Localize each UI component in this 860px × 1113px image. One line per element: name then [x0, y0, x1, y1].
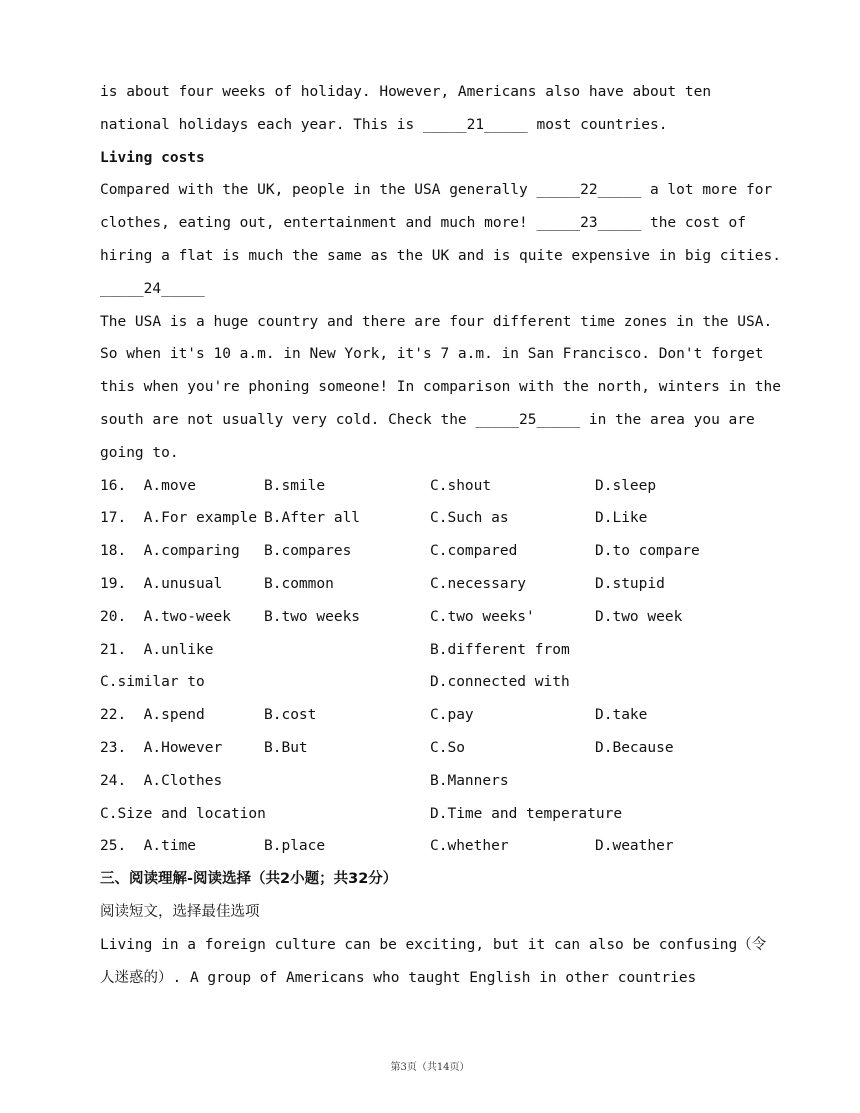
- question-21: [100, 634, 780, 667]
- option-a: 21. A.unlike: [100, 641, 214, 658]
- option-b: B.common: [264, 575, 334, 592]
- option-c: C.necessary: [430, 575, 527, 592]
- option-a: 16. A.move: [100, 477, 197, 494]
- question-20: [100, 601, 780, 634]
- section-instruction: 阅读短文，选择最佳选项: [100, 903, 260, 920]
- option-d: D.Because: [595, 739, 674, 756]
- option-d: D.sleep: [595, 477, 657, 494]
- question-22: [100, 699, 780, 732]
- passage-line: south are not usually very cold. Check the _____25_____ in the area you are: [100, 411, 755, 428]
- question-24: [100, 765, 780, 798]
- option-a: 25. A.time: [100, 838, 197, 855]
- passage-line: 人迷惑的）. A group of Americans who taught English in other countries: [100, 969, 697, 986]
- passage-line: _____24_____: [100, 280, 205, 297]
- option-b: B.two weeks: [264, 608, 361, 625]
- option-d: D.weather: [595, 838, 674, 855]
- passage-line: The USA is a huge country and there are four different time zones in the USA.: [100, 313, 773, 330]
- option-a: 19. A.unusual: [100, 575, 223, 592]
- option-c: C.Size and location: [100, 805, 266, 822]
- option-b: B.But: [264, 739, 308, 756]
- option-d: D.to compare: [595, 543, 700, 560]
- option-d: D.stupid: [595, 575, 665, 592]
- section-subheading: Living costs: [100, 149, 205, 166]
- option-a: 23. A.However: [100, 739, 223, 756]
- passage-line: going to.: [100, 444, 179, 461]
- question-17: [100, 502, 780, 535]
- question-24-cont: [100, 798, 780, 831]
- option-b: B.After all: [264, 510, 361, 527]
- option-c: C.similar to: [100, 674, 205, 691]
- document-content: [100, 76, 780, 994]
- option-b: B.Manners: [430, 772, 509, 789]
- option-c: C.shout: [430, 477, 492, 494]
- option-c: C.pay: [430, 707, 474, 724]
- passage-line: So when it's 10 a.m. in New York, it's 7 a.m. in San Francisco. Don't forget: [100, 346, 764, 363]
- passage-line: national holidays each year. This is _____21_____ most countries.: [100, 116, 668, 133]
- option-a: 20. A.two-week: [100, 608, 231, 625]
- option-d: D.connected with: [430, 674, 570, 691]
- option-b: B.cost: [264, 707, 317, 724]
- page-footer: 第3页（共14页）: [390, 1062, 470, 1073]
- question-16: [100, 470, 780, 503]
- passage-line: hiring a flat is much the same as the UK and is quite expensive in big cities.: [100, 247, 781, 264]
- option-d: D.Time and temperature: [430, 805, 623, 822]
- passage-line: clothes, eating out, entertainment and much more! _____23_____ the cost of: [100, 215, 747, 232]
- question-25: [100, 830, 780, 863]
- option-a: 24. A.Clothes: [100, 772, 223, 789]
- option-c: C.So: [430, 739, 465, 756]
- option-a: 18. A.comparing: [100, 543, 240, 560]
- passage-line: Living in a foreign culture can be exciting, but it can also be confusing（令: [100, 936, 767, 953]
- option-c: C.compared: [430, 543, 518, 560]
- passage-line: Compared with the UK, people in the USA generally _____22_____ a lot more for: [100, 182, 773, 199]
- question-21-cont: [100, 666, 780, 699]
- option-d: D.two week: [595, 608, 683, 625]
- question-19: [100, 568, 780, 601]
- passage-line: this when you're phoning someone! In comparison with the north, winters in the: [100, 379, 781, 396]
- option-a: 17. A.For example: [100, 510, 258, 527]
- option-c: C.two weeks': [430, 608, 535, 625]
- option-b: B.different from: [430, 641, 570, 658]
- option-b: B.smile: [264, 477, 326, 494]
- option-a: 22. A.spend: [100, 707, 205, 724]
- option-c: C.Such as: [430, 510, 509, 527]
- option-b: B.place: [264, 838, 326, 855]
- option-d: D.take: [595, 707, 648, 724]
- passage-line: is about four weeks of holiday. However, Americans also have about ten: [100, 84, 712, 100]
- option-b: B.compares: [264, 543, 352, 560]
- section-heading: 三、阅读理解-阅读选择（共2小题；共32分）: [100, 871, 398, 888]
- question-23: [100, 732, 780, 765]
- question-18: [100, 535, 780, 568]
- option-d: D.Like: [595, 510, 648, 527]
- option-c: C.whether: [430, 838, 509, 855]
